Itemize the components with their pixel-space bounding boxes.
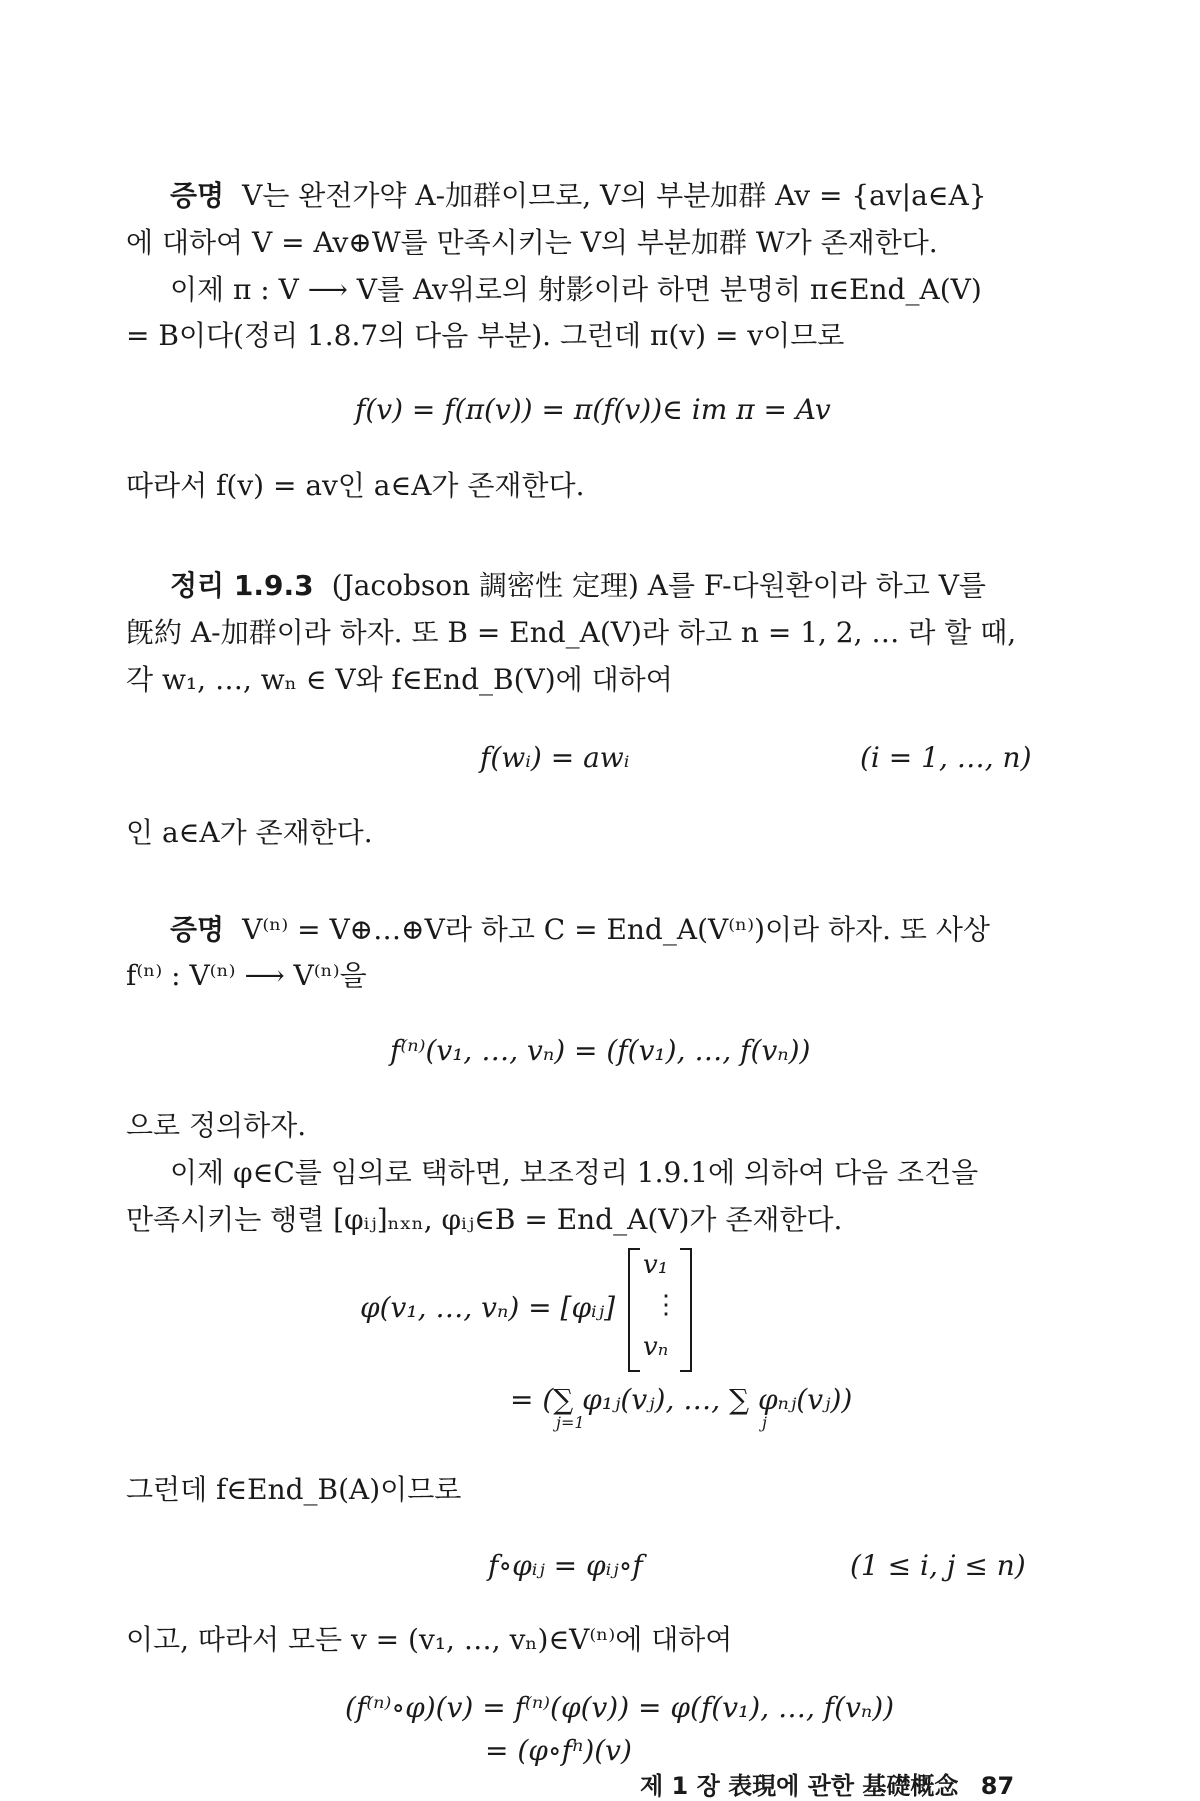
matrix-entry-dots: ⋮	[653, 1290, 679, 1320]
running-footer	[640, 1766, 1014, 1801]
matrix-right-bracket	[680, 1248, 692, 1372]
theorem-line1	[170, 568, 986, 604]
proof1-line5: 따라서 f(v) = av인 a∈A가 존재한다.	[126, 469, 585, 502]
chapter-title: 제 1 장 表現에 관한 基礎概念	[640, 1772, 959, 1800]
proof2-equation6: = (φ∘fⁿ)(v)	[485, 1734, 632, 1767]
proof1-line2: 에 대하여 V = Av⊕W를 만족시키는 V의 부분加群 W가 존재한다.	[126, 226, 938, 259]
proof2-line2: f⁽ⁿ⁾ : V⁽ⁿ⁾ ⟶ V⁽ⁿ⁾을	[126, 959, 367, 992]
theorem-equation: f(wᵢ) = awᵢ	[480, 741, 630, 774]
proof2-line3: 으로 정의하자.	[126, 1109, 307, 1142]
matrix-entry-bottom: vₙ	[643, 1332, 669, 1362]
proof1-equation: f(v) = f(π(v)) = π(f(v))∈ im π = Av	[355, 393, 831, 426]
proof1-line4: = B이다(정리 1.8.7의 다음 부분). 그런데 π(v) = v이므로	[126, 319, 845, 352]
theorem-equation-number: (i = 1, …, n)	[860, 741, 1032, 774]
proof2-heading: 증명	[170, 913, 225, 946]
proof2-equation4-number: (1 ≤ i, j ≤ n)	[850, 1549, 1026, 1582]
theorem-text1: (Jacobson 調密性 定理) A를 F-다원환이라 하고 V를	[331, 569, 986, 602]
proof2-line4: 이제 φ∈C를 임의로 택하면, 보조정리 1.9.1에 의하여 다음 조건을	[170, 1156, 979, 1189]
page-number: 87	[980, 1772, 1015, 1800]
proof2-equation5: (f⁽ⁿ⁾∘φ)(v) = f⁽ⁿ⁾(φ(v)) = φ(f(v₁), …, f(vₙ))	[345, 1691, 895, 1724]
matrix-left-bracket	[628, 1248, 640, 1372]
proof1-line3: 이제 π : V ⟶ V를 Av위로의 射影이라 하면 분명히 π∈End_A(V)	[170, 273, 982, 306]
proof2-line7: 이고, 따라서 모든 v = (v₁, …, vₙ)∈V⁽ⁿ⁾에 대하여	[126, 1623, 733, 1656]
proof2-line5: 만족시키는 행렬 [φᵢⱼ]ₙₓₙ, φᵢⱼ∈B = End_A(V)가 존재한다.	[126, 1203, 843, 1236]
proof1-line1	[170, 178, 987, 214]
matrix-entry-top: v₁	[643, 1250, 669, 1280]
proof2-line6: 그런데 f∈End_B(A)이므로	[126, 1473, 462, 1506]
theorem-heading: 정리 1.9.3	[170, 569, 314, 602]
proof1-text1: V는 완전가약 A-加群이므로, V의 부분加群 Av = {av|a∈A}	[242, 179, 987, 212]
theorem-line2: 旣約 A-加群이라 하자. 또 B = End_A(V)라 하고 n = 1, 2, … 라 할 때,	[126, 616, 1017, 649]
sum-index-1: j=1	[556, 1413, 585, 1432]
proof2-text1: V⁽ⁿ⁾ = V⊕…⊕V라 하고 C = End_A(V⁽ⁿ⁾)이라 하자. 또 사상	[242, 913, 990, 946]
theorem-line3: 각 w₁, …, wₙ ∈ V와 f∈End_B(V)에 대하여	[126, 663, 673, 696]
proof2-equation4: f∘φᵢⱼ = φᵢⱼ∘f	[488, 1549, 643, 1582]
proof2-line1	[170, 912, 990, 948]
theorem-line4: 인 a∈A가 존재한다.	[126, 816, 373, 849]
proof1-heading: 증명	[170, 179, 225, 212]
sum-index-2: j	[762, 1413, 767, 1432]
proof2-equation2-left: φ(v₁, …, vₙ) = [φᵢⱼ]	[360, 1291, 616, 1324]
proof2-equation1: f⁽ⁿ⁾(v₁, …, vₙ) = (f(v₁), …, f(vₙ))	[390, 1034, 811, 1067]
proof2-equation3: = (∑ φ₁ⱼ(vⱼ), …, ∑ φₙⱼ(vⱼ))	[510, 1383, 853, 1416]
